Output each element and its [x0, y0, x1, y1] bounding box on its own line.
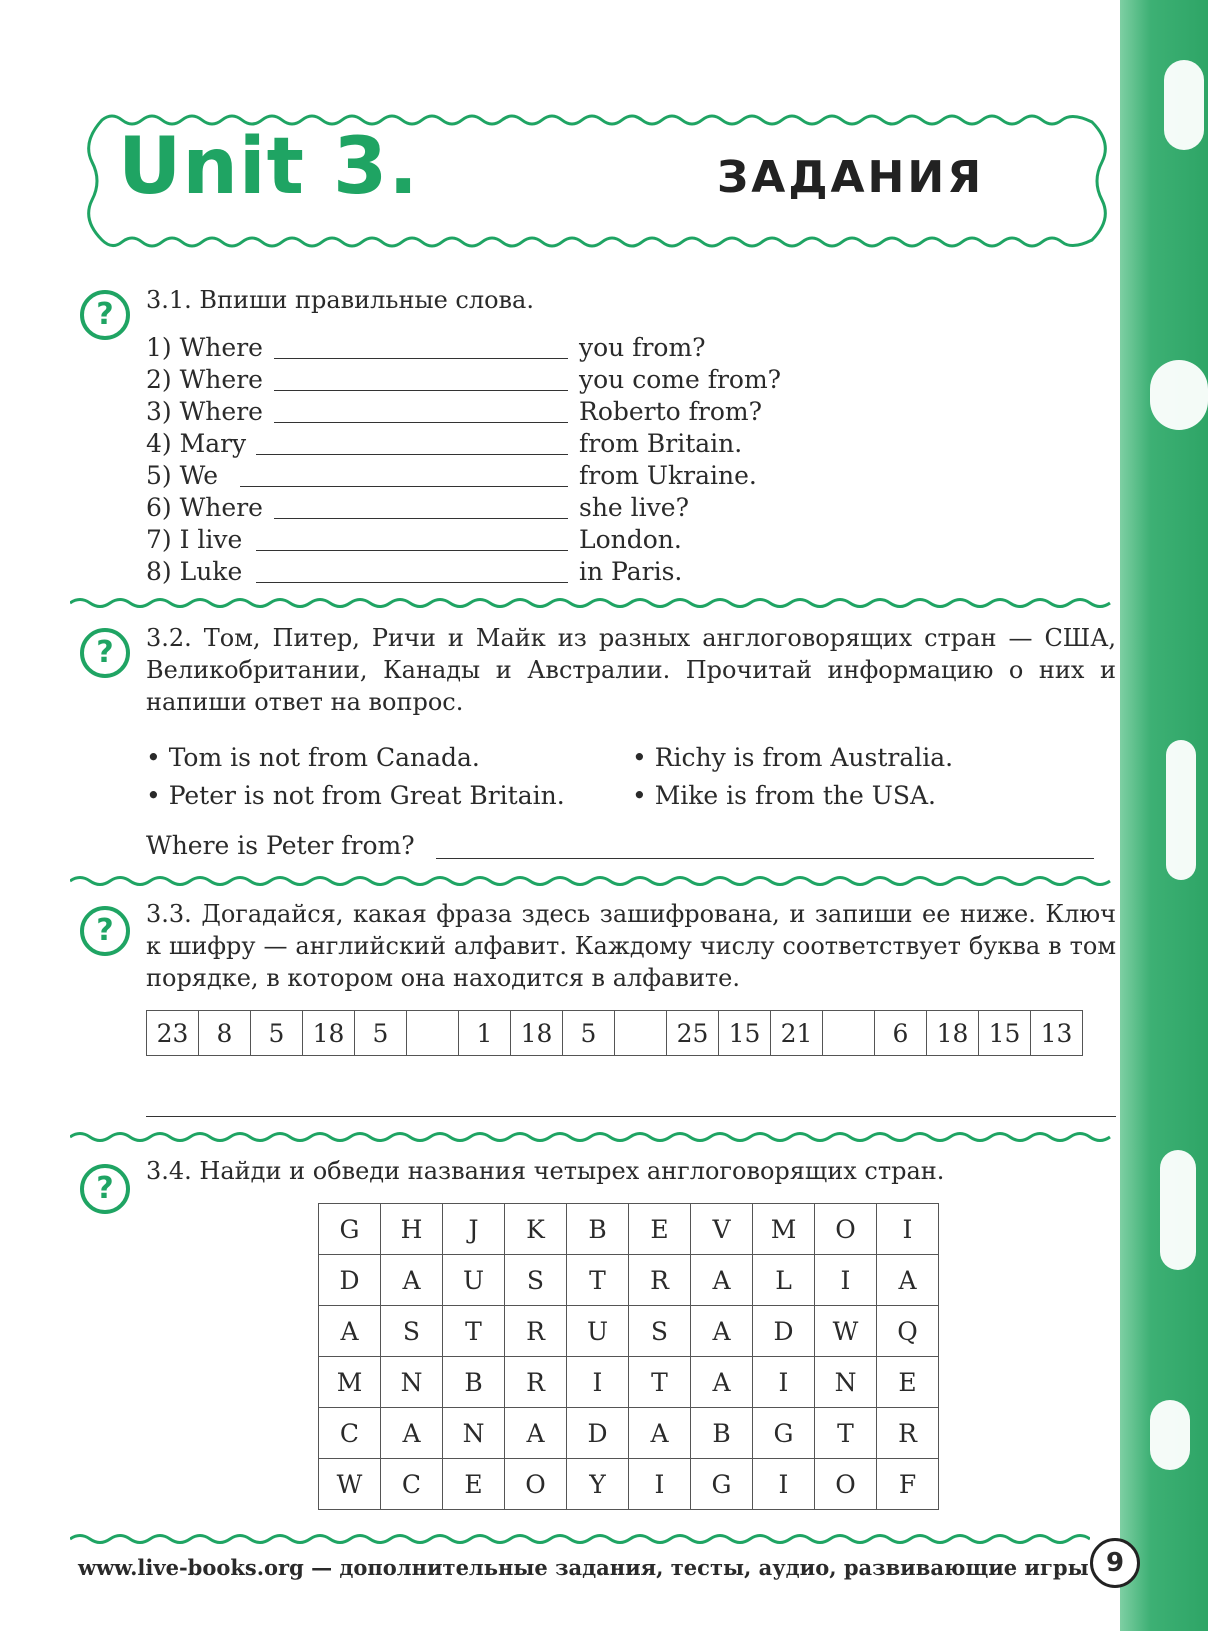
- grid-cell[interactable]: B: [443, 1357, 505, 1408]
- grid-cell[interactable]: N: [443, 1408, 505, 1459]
- grid-cell[interactable]: N: [815, 1357, 877, 1408]
- cipher-cell: 5: [251, 1011, 303, 1056]
- exercise-start: 7) I live: [146, 525, 243, 554]
- cipher-cell: 18: [927, 1011, 979, 1056]
- grid-cell[interactable]: I: [629, 1459, 691, 1510]
- cipher-cell: 5: [563, 1011, 615, 1056]
- answer-blank[interactable]: [274, 518, 568, 519]
- grid-cell[interactable]: A: [381, 1408, 443, 1459]
- question-icon: ?: [80, 906, 130, 956]
- exercise-start: 8) Luke: [146, 557, 243, 586]
- exercise-row: [146, 492, 689, 524]
- grid-cell[interactable]: D: [567, 1408, 629, 1459]
- grid-cell[interactable]: R: [629, 1255, 691, 1306]
- grid-cell[interactable]: I: [815, 1255, 877, 1306]
- question-icon: ?: [80, 1164, 130, 1214]
- cipher-cell: 5: [355, 1011, 407, 1056]
- grid-cell[interactable]: C: [319, 1408, 381, 1459]
- grid-cell[interactable]: F: [877, 1459, 939, 1510]
- grid-cell[interactable]: A: [319, 1306, 381, 1357]
- grid-cell[interactable]: A: [691, 1357, 753, 1408]
- question-icon: ?: [80, 628, 130, 678]
- exercise-end: you come from?: [579, 365, 782, 394]
- exercise-start: 5) We: [146, 461, 219, 490]
- grid-cell[interactable]: M: [319, 1357, 381, 1408]
- task-3-4-title: 3.4. Найди и обведи названия четырех англоговорящих стран.: [146, 1157, 945, 1185]
- exercise-start: 1) Where: [146, 333, 263, 362]
- wavy-divider: [70, 874, 1120, 888]
- cipher-answer-line[interactable]: [146, 1116, 1116, 1117]
- grid-cell[interactable]: G: [319, 1204, 381, 1255]
- grid-cell[interactable]: I: [753, 1357, 815, 1408]
- cipher-cell: [615, 1011, 667, 1056]
- cipher-cell: 6: [875, 1011, 927, 1056]
- cipher-cell: 8: [199, 1011, 251, 1056]
- grid-cell[interactable]: O: [505, 1459, 567, 1510]
- exercise-row: [146, 396, 763, 428]
- grid-cell[interactable]: K: [505, 1204, 567, 1255]
- fact-item: • Tom is not from Canada.: [146, 743, 480, 772]
- grid-cell[interactable]: O: [815, 1459, 877, 1510]
- exercise-row: [146, 332, 706, 364]
- exercise-end: she live?: [579, 493, 689, 522]
- unit-title: Unit 3.: [118, 122, 419, 212]
- grid-cell[interactable]: U: [567, 1306, 629, 1357]
- task-3-2-title: 3.2. Том, Питер, Ричи и Майк из разных англоговорящих стран — США, Великобритании, Канады и Австралии. Прочитай информацию о них и напиши ответ на вопрос.: [146, 624, 1116, 716]
- cipher-cell: 18: [511, 1011, 563, 1056]
- exercise-end: from Britain.: [579, 429, 743, 458]
- grid-cell[interactable]: J: [443, 1204, 505, 1255]
- answer-blank[interactable]: [274, 358, 568, 359]
- grid-cell[interactable]: I: [567, 1357, 629, 1408]
- cipher-cell: 21: [771, 1011, 823, 1056]
- answer-blank[interactable]: [274, 422, 568, 423]
- cipher-cell: 15: [979, 1011, 1031, 1056]
- answer-blank[interactable]: [256, 454, 568, 455]
- question-icon: ?: [80, 290, 130, 340]
- grid-cell[interactable]: U: [443, 1255, 505, 1306]
- answer-line[interactable]: [436, 858, 1094, 859]
- grid-cell[interactable]: H: [381, 1204, 443, 1255]
- grid-cell[interactable]: B: [567, 1204, 629, 1255]
- exercise-end: from Ukraine.: [579, 461, 757, 490]
- grid-cell[interactable]: I: [877, 1204, 939, 1255]
- fact-item: • Peter is not from Great Britain.: [146, 781, 565, 810]
- word-search-grid: [318, 1203, 939, 1510]
- grid-cell[interactable]: R: [505, 1306, 567, 1357]
- exercise-row: [146, 364, 782, 396]
- page-number: 9: [1090, 1538, 1140, 1588]
- footer-link-text[interactable]: www.live-books.org — дополнительные задания, тесты, аудио, развивающие игры: [78, 1555, 1089, 1580]
- grid-cell[interactable]: O: [815, 1204, 877, 1255]
- grid-cell[interactable]: S: [381, 1306, 443, 1357]
- cipher-cell: 1: [459, 1011, 511, 1056]
- wavy-divider: [70, 596, 1120, 610]
- answer-blank[interactable]: [240, 486, 568, 487]
- cipher-cell: 25: [667, 1011, 719, 1056]
- grid-cell[interactable]: W: [815, 1306, 877, 1357]
- cipher-cell: 23: [147, 1011, 199, 1056]
- grid-cell[interactable]: C: [381, 1459, 443, 1510]
- cipher-cell: 13: [1031, 1011, 1083, 1056]
- answer-blank[interactable]: [256, 582, 568, 583]
- exercise-start: 2) Where: [146, 365, 263, 394]
- exercise-end: in Paris.: [579, 557, 683, 586]
- grid-cell[interactable]: S: [505, 1255, 567, 1306]
- grid-cell[interactable]: E: [877, 1357, 939, 1408]
- grid-cell[interactable]: Y: [567, 1459, 629, 1510]
- grid-cell[interactable]: T: [629, 1357, 691, 1408]
- section-title: ЗАДАНИЯ: [717, 152, 985, 203]
- grid-cell[interactable]: W: [319, 1459, 381, 1510]
- question-text: Where is Peter from?: [146, 831, 415, 860]
- answer-blank[interactable]: [256, 550, 568, 551]
- grid-cell[interactable]: T: [567, 1255, 629, 1306]
- exercise-row: [146, 428, 743, 460]
- grid-cell[interactable]: L: [753, 1255, 815, 1306]
- answer-blank[interactable]: [274, 390, 568, 391]
- grid-cell[interactable]: A: [877, 1255, 939, 1306]
- grid-cell[interactable]: I: [753, 1459, 815, 1510]
- cipher-cell: 15: [719, 1011, 771, 1056]
- grid-cell[interactable]: B: [691, 1408, 753, 1459]
- cipher-cell: [407, 1011, 459, 1056]
- exercise-start: 4) Mary: [146, 429, 247, 458]
- grid-cell[interactable]: A: [629, 1408, 691, 1459]
- grid-cell[interactable]: D: [319, 1255, 381, 1306]
- task-3-1-title: 3.1. Впиши правильные слова.: [146, 286, 534, 314]
- cipher-table: [146, 1010, 1083, 1056]
- grid-cell[interactable]: T: [443, 1306, 505, 1357]
- exercise-end: Roberto from?: [579, 397, 763, 426]
- grid-cell[interactable]: A: [691, 1255, 753, 1306]
- exercise-row: [146, 460, 757, 492]
- grid-cell[interactable]: A: [691, 1306, 753, 1357]
- grid-cell[interactable]: T: [815, 1408, 877, 1459]
- decorative-sidebar: [1120, 0, 1208, 1631]
- exercise-end: you from?: [579, 333, 706, 362]
- grid-cell[interactable]: R: [877, 1408, 939, 1459]
- grid-cell[interactable]: E: [443, 1459, 505, 1510]
- grid-cell[interactable]: A: [381, 1255, 443, 1306]
- fact-item: • Mike is from the USA.: [632, 781, 936, 810]
- wavy-divider: [70, 1130, 1120, 1144]
- exercise-start: 6) Where: [146, 493, 263, 522]
- wavy-divider: [70, 1532, 1090, 1546]
- grid-cell[interactable]: A: [505, 1408, 567, 1459]
- exercise-end: London.: [579, 525, 682, 554]
- exercise-row: [146, 556, 683, 588]
- grid-cell[interactable]: D: [753, 1306, 815, 1357]
- grid-cell[interactable]: E: [629, 1204, 691, 1255]
- exercise-start: 3) Where: [146, 397, 263, 426]
- task-3-3-title: 3.3. Догадайся, какая фраза здесь зашифрована, и запиши ее ниже. Ключ к шифру — английский алфавит. Каждому числу соответствует буква в том порядке, в котором она находится в алфавите.: [146, 900, 1116, 992]
- grid-cell[interactable]: G: [691, 1459, 753, 1510]
- grid-cell[interactable]: Q: [877, 1306, 939, 1357]
- grid-cell[interactable]: G: [753, 1408, 815, 1459]
- grid-cell[interactable]: V: [691, 1204, 753, 1255]
- cipher-cell: [823, 1011, 875, 1056]
- grid-cell[interactable]: R: [505, 1357, 567, 1408]
- fact-item: • Richy is from Australia.: [632, 743, 954, 772]
- exercise-row: [146, 524, 682, 556]
- grid-cell[interactable]: N: [381, 1357, 443, 1408]
- grid-cell[interactable]: S: [629, 1306, 691, 1357]
- cipher-cell: 18: [303, 1011, 355, 1056]
- unit-header: [82, 112, 1112, 250]
- grid-cell[interactable]: M: [753, 1204, 815, 1255]
